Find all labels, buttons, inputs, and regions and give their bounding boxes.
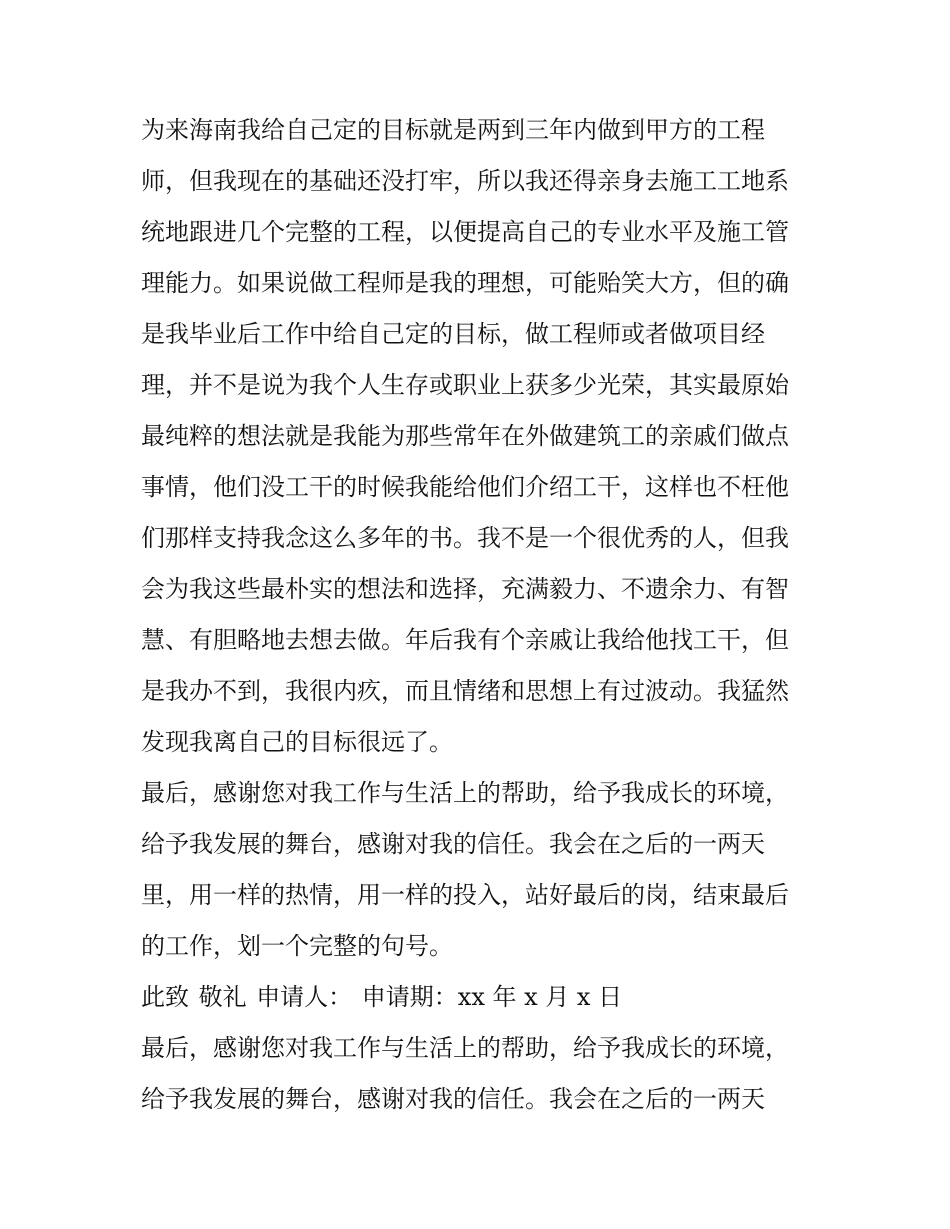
paragraph-goal	[141, 105, 811, 768]
salutation: 此致	[141, 983, 189, 1011]
text-line: 们那样支持我念这么多年的书。我不是一个很优秀的人，但我	[141, 524, 789, 552]
text-line: 理，并不是说为我个人生存或职业上获多少光荣，其实最原始	[141, 371, 789, 399]
paragraph-thanks-repeat	[141, 1023, 811, 1125]
text-line: 最后，感谢您对我工作与生活上的帮助，给予我成长的环境，	[141, 1034, 789, 1062]
text-line: 是我毕业后工作中给自己定的目标，做工程师或者做项目经	[141, 320, 765, 348]
text-line: 慧、有胆略地去想去做。年后我有个亲戚让我给他找工干，但	[141, 626, 789, 654]
text-line: 师，但我现在的基础还没打牢，所以我还得亲身去施工工地系	[141, 167, 789, 195]
text-line: 最后，感谢您对我工作与生活上的帮助，给予我成长的环境，	[141, 779, 789, 807]
document-body	[141, 105, 811, 1125]
text-line: 的工作，划一个完整的句号。	[141, 932, 453, 960]
respect: 敬礼	[198, 983, 247, 1011]
text-line: 会为我这些最朴实的想法和选择，充满毅力、不遗余力、有智	[141, 575, 789, 603]
applicant-label: 申请人：	[256, 983, 353, 1011]
closing-line	[141, 972, 811, 1023]
text-line: 给予我发展的舞台，感谢对我的信任。我会在之后的一两天	[141, 830, 765, 858]
text-line: 事情，他们没工干的时候我能给他们介绍工干，这样也不枉他	[141, 473, 789, 501]
text-line: 发现我离自己的目标很远了。	[141, 728, 453, 756]
text-line: 理能力。如果说做工程师是我的理想，可能贻笑大方，但的确	[141, 269, 789, 297]
text-line: 统地跟进几个完整的工程，以便提高自己的专业水平及施工管	[141, 218, 789, 246]
text-line: 给予我发展的舞台，感谢对我的信任。我会在之后的一两天	[141, 1085, 765, 1113]
text-line: 里，用一样的热情，用一样的投入，站好最后的岗，结束最后	[141, 881, 789, 909]
text-line: 为来海南我给自己定的目标就是两到三年内做到甲方的工程	[141, 116, 765, 144]
date-label: 申请期：xx 年 x 月 x 日	[361, 983, 623, 1011]
paragraph-thanks	[141, 768, 811, 972]
text-line: 最纯粹的想法就是我能为那些常年在外做建筑工的亲戚们做点	[141, 422, 789, 450]
text-line: 是我办不到，我很内疚，而且情绪和思想上有过波动。我猛然	[141, 677, 789, 705]
